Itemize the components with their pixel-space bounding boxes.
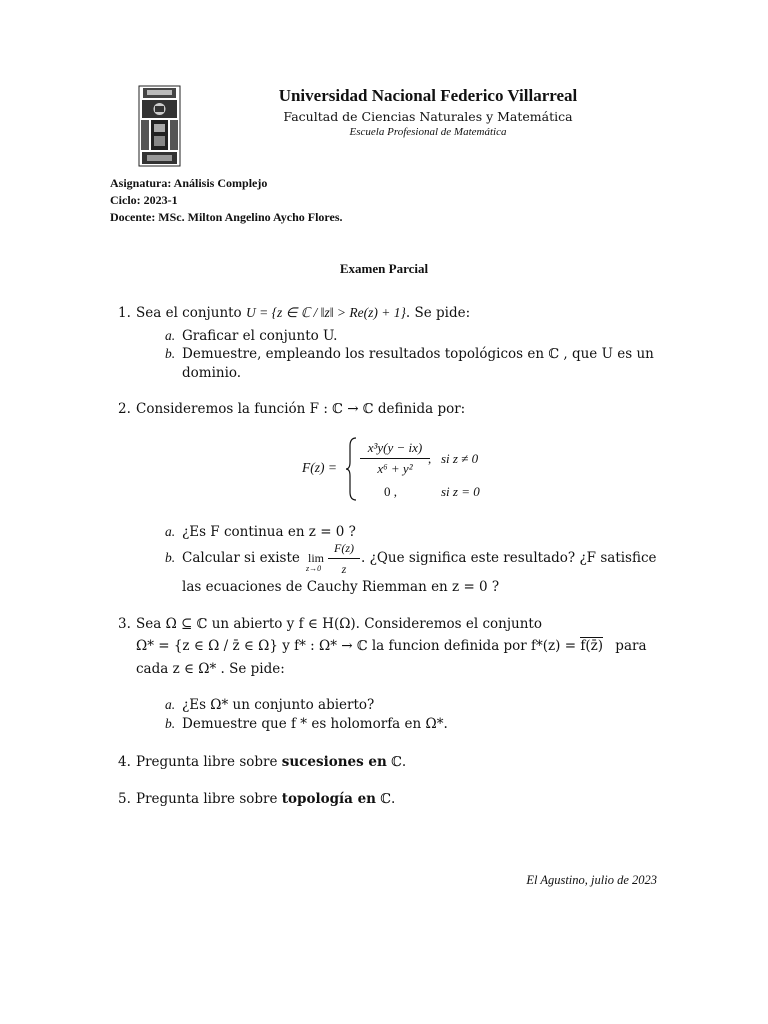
q3-a-text: ¿Es Ω* un conjunto abierto? bbox=[182, 697, 375, 713]
q3-b-text: Demuestre que f * es holomorfa en Ω*. bbox=[182, 716, 448, 732]
q1-number: 1. bbox=[118, 305, 131, 321]
q4-text bbox=[136, 754, 406, 770]
q4-post: ℂ. bbox=[386, 754, 407, 770]
q1-b-label: b. bbox=[165, 346, 176, 361]
q1-a-label: a. bbox=[165, 328, 176, 343]
q2-b-label: b. bbox=[165, 550, 176, 565]
q1-b-text-2: dominio. bbox=[182, 365, 242, 381]
teacher-line: Docente: MSc. Milton Angelino Aycho Flores. bbox=[110, 210, 343, 224]
q2-b-lim: lim bbox=[308, 551, 325, 565]
q2-b-frac-den: z bbox=[341, 562, 347, 576]
q2-number: 2. bbox=[118, 401, 131, 417]
university-name: Universidad Nacional Federico Villarreal bbox=[278, 86, 578, 105]
q2-case1-cond: si z ≠ 0 bbox=[441, 451, 479, 466]
university-emblem bbox=[137, 84, 182, 168]
q2-b-frac-bar bbox=[328, 558, 360, 559]
faculty-name: Facultad de Ciencias Naturales y Matemática bbox=[283, 109, 573, 124]
q2-fraction-bar bbox=[360, 458, 430, 459]
q2-b-text-2: las ecuaciones de Cauchy Riemman en z = 0 ? bbox=[182, 579, 500, 595]
q1-formula: U = {z ∈ ℂ / ‖z‖ > Re(z) + 1} bbox=[245, 305, 406, 320]
q3-number: 3. bbox=[118, 616, 131, 632]
q4-number: 4. bbox=[118, 754, 131, 770]
q3-line2-c: para bbox=[615, 638, 647, 654]
school-name: Escuela Profesional de Matemática bbox=[349, 126, 507, 138]
q1-intro: Sea el conjunto bbox=[136, 305, 242, 321]
cycle-line: Ciclo: 2023-1 bbox=[110, 193, 178, 207]
q1-a-text: Graficar el conjunto U. bbox=[182, 328, 338, 344]
q3-b-label: b. bbox=[165, 716, 176, 731]
q2-case1-num: x³y(y − ix) bbox=[367, 440, 423, 455]
q1-statement bbox=[136, 305, 470, 321]
q2-case1-den: x⁶ + y² bbox=[377, 461, 413, 476]
q3-line1: Sea Ω ⊆ ℂ un abierto y f ∈ H(Ω). Consideremos el conjunto bbox=[136, 616, 542, 632]
q2-b-frac-num: F(z) bbox=[334, 541, 354, 555]
q2-a-text: ¿Es F continua en z = 0 ? bbox=[182, 524, 356, 540]
q2-fz: F(z) = bbox=[302, 460, 337, 475]
q5-text bbox=[136, 791, 395, 807]
q2-case2-cond: si z = 0 bbox=[441, 484, 480, 499]
q5-number: 5. bbox=[118, 791, 131, 807]
q5-bold: topología en bbox=[281, 791, 377, 807]
q2-b-text-post: . ¿Que significa este resultado? ¿F satisfice bbox=[361, 550, 657, 566]
subject-line: Asignatura: Análisis Complejo bbox=[110, 176, 268, 190]
exam-title: Examen Parcial bbox=[339, 261, 429, 276]
q1-b-text-1: Demuestre, empleando los resultados topológicos en ℂ , que U es un bbox=[182, 346, 654, 362]
q3-line2 bbox=[136, 638, 647, 654]
q3-line3: cada z ∈ Ω* . Se pide: bbox=[136, 661, 285, 677]
q2-comma: , bbox=[428, 451, 432, 466]
q5-pre: Pregunta libre sobre bbox=[136, 791, 282, 807]
q2-case2-val: 0 , bbox=[384, 484, 397, 499]
q3-line2-conj: f(z̄) bbox=[580, 638, 603, 654]
q2-a-label: a. bbox=[165, 524, 176, 539]
q2-b-text-pre: Calcular si existe bbox=[182, 550, 300, 566]
q2-intro: Consideremos la función F : ℂ → ℂ definida por: bbox=[136, 401, 466, 417]
q1-tail: . Se pide: bbox=[405, 305, 471, 321]
q5-post: ℂ. bbox=[376, 791, 396, 807]
q4-pre: Pregunta libre sobre bbox=[136, 754, 282, 770]
q3-a-label: a. bbox=[165, 697, 176, 712]
q2-brace bbox=[344, 436, 360, 502]
place-date: El Agustino, julio de 2023 bbox=[526, 873, 657, 887]
q4-bold: sucesiones en bbox=[281, 754, 387, 770]
q2-b-lim-sub: z→0 bbox=[306, 564, 322, 573]
q3-line2-a: Ω* = {z ∈ Ω / z̄ ∈ Ω} y f* : Ω* → ℂ la funcion definida por f*(z) = bbox=[136, 638, 577, 654]
